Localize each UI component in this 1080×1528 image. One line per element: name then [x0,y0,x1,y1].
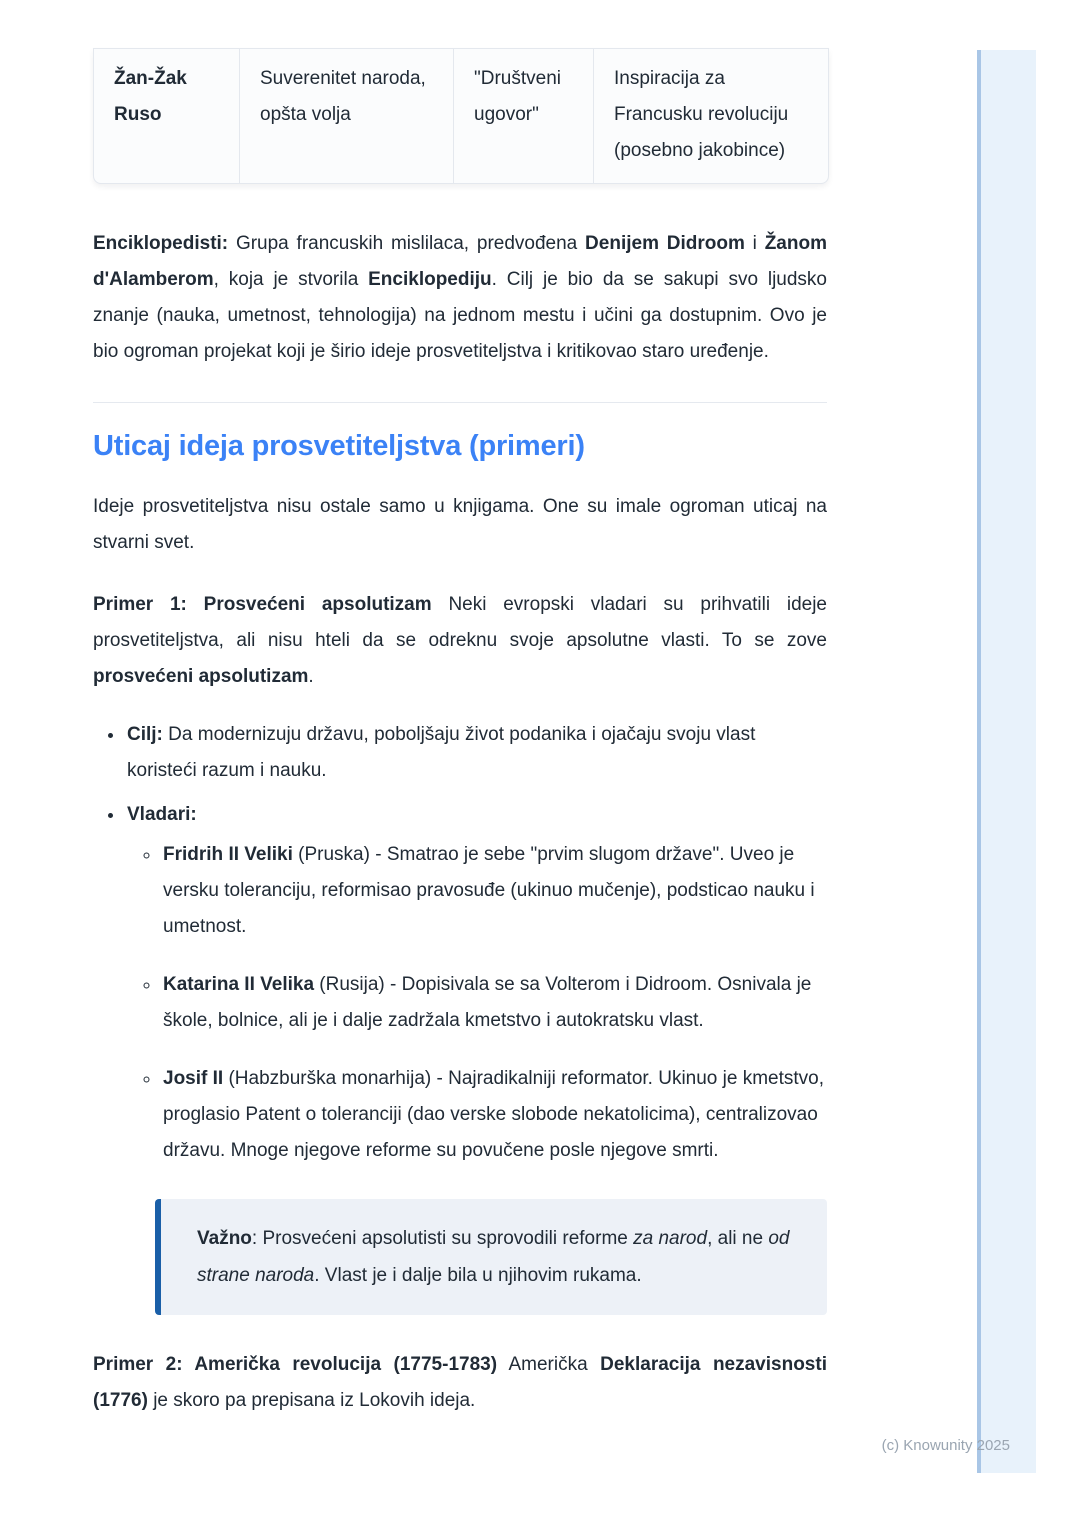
section-title: Uticaj ideja prosvetiteljstva (primeri) [93,430,585,462]
table-cell-influence: Inspiracija za Francusku revoluciju (posebno jakobince) [593,49,828,183]
copyright-watermark: (c) Knowunity 2025 [881,1437,1010,1454]
table-cell-work: "Društveni ugovor" [453,49,593,183]
paragraph-primer2: Primer 2: Američka revolucija (1775-1783) Američka Deklaracija nezavisnosti (1776) je skoro pa prepisana iz Lokovih ideja. [93,1354,827,1411]
paragraph-enciklopedisti: Enciklopedisti: Grupa francuskih mislilaca, predvođena Denijem Didroom i Žanom d'Alamberom, koja je stvorila Enciklopediju. Cilj je bio da se sakupi svo ljudsko znanje (nauka, umetnost, tehnologija) na jednom mestu i učini ga dostupnim. Ovo je bio ogroman projekat koji je širio ideje prosvetiteljstva i kritikovao staro uređenje. [93,233,827,362]
table-cell-thinker: Žan-Žak Ruso [114,68,187,125]
list-item-ruler-josif: ◦ Josif II (Habzburška monarhija) - Najradikalniji reformator. Ukinuo je kmetstvo, proglasio Patent o toleranciji (dao verske slobode nekatolicima), centralizovao državu. Mnoge njegove reforme su povučene posle njegove smrti. [161,1061,827,1169]
list-item-ruler-katarina: ◦ Katarina II Velika (Rusija) - Dopisivala se sa Volterom i Didroom. Osnivala je škole, bolnice, ali je i dalje zadržala kmetstvo i autokratsku vlast. [161,967,827,1039]
table-cell-idea: Suverenitet naroda, opšta volja [239,49,453,183]
callout-text: Važno: Prosvećeni apsolutisti su sprovodili reforme za narod, ali ne od strane naroda. Vlast je i dalje bila u njihovim rukama. [197,1228,790,1286]
callout-vazno [155,1199,827,1315]
bullet-list [93,717,827,1169]
rulers-sublist [127,837,827,1169]
document-content [93,0,827,1419]
table-row [94,49,828,183]
section-divider [93,402,827,403]
paragraph-intro: Ideje prosvetiteljstva nisu ostale samo u knjigama. One su imale ogroman uticaj na stvarni svet. [93,496,827,553]
thinkers-table [93,48,829,184]
list-item-cilj: • Cilj: Da modernizuju državu, poboljšaju život podanika i ojačaju svoju vlast koristeći razum i nauku. [125,717,827,789]
list-item-vladari [125,797,827,1169]
list-item-ruler-fridrih: ◦ Fridrih II Veliki (Pruska) - Smatrao je sebe "prvim slugom države". Uveo je versku toleranciju, reformisao pravosuđe (ukinuo mučenje), podsticao nauku i umetnost. [161,837,827,945]
paragraph-primer1: Primer 1: Prosvećeni apsolutizam Neki evropski vladari su prihvatili ideje prosvetiteljstva, ali nisu hteli da se odreknu svoje apsolutne vlasti. To se zove prosvećeni apsolutizam. [93,594,828,687]
page-edge-stripe [977,50,1036,1473]
vladari-label: Vladari: [127,804,197,825]
